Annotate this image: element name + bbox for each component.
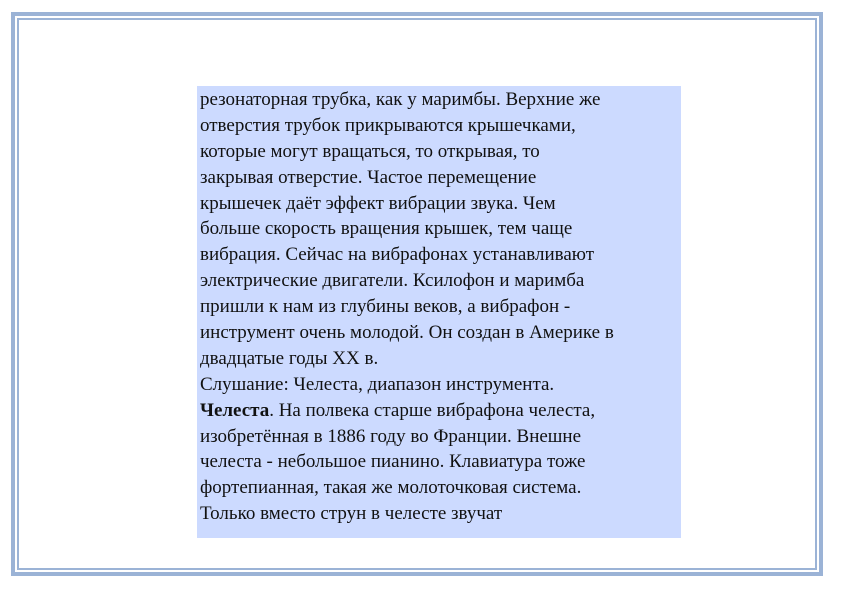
celesta-line-rest: . На полвека старше вибрафона челеста, <box>269 399 596 421</box>
text-line: вибрация. Сейчас на вибрафонах устанавливают <box>200 244 595 266</box>
text-line: челеста - небольшое пианино. Клавиатура тоже <box>200 451 586 473</box>
text-line: пришли к нам из глубины веков, а вибрафон - <box>200 296 571 318</box>
text-line: инструмент очень молодой. Он создан в Америке в <box>200 322 614 344</box>
text-line: фортепианная, такая же молоточковая система. <box>200 477 582 499</box>
text-line: больше скорость вращения крышек, тем чаще <box>200 218 573 240</box>
text-line: двадцатые годы XX в. <box>200 347 379 369</box>
text-line: резонаторная трубка, как у маримбы. Верхние же <box>200 89 601 110</box>
text-box <box>197 86 681 538</box>
text-line: крышечек даёт эффект вибрации звука. Чем <box>200 192 556 214</box>
text-line: изобретённая в 1886 году во Франции. Внешне <box>200 425 582 447</box>
text-line: электрические двигатели. Ксилофон и маримба <box>200 270 585 292</box>
text-line: Только вместо струн в челесте звучат <box>200 503 503 525</box>
text-line: отверстия трубок прикрываются крышечками, <box>200 114 576 136</box>
celesta-line <box>200 398 681 424</box>
text-line: закрывая отверстие. Частое перемещение <box>200 166 537 188</box>
text-line: которые могут вращаться, то открывая, то <box>200 140 540 162</box>
text-line: Слушание: Челеста, диапазон инструмента. <box>200 373 555 395</box>
celesta-term: Челеста <box>200 399 270 421</box>
